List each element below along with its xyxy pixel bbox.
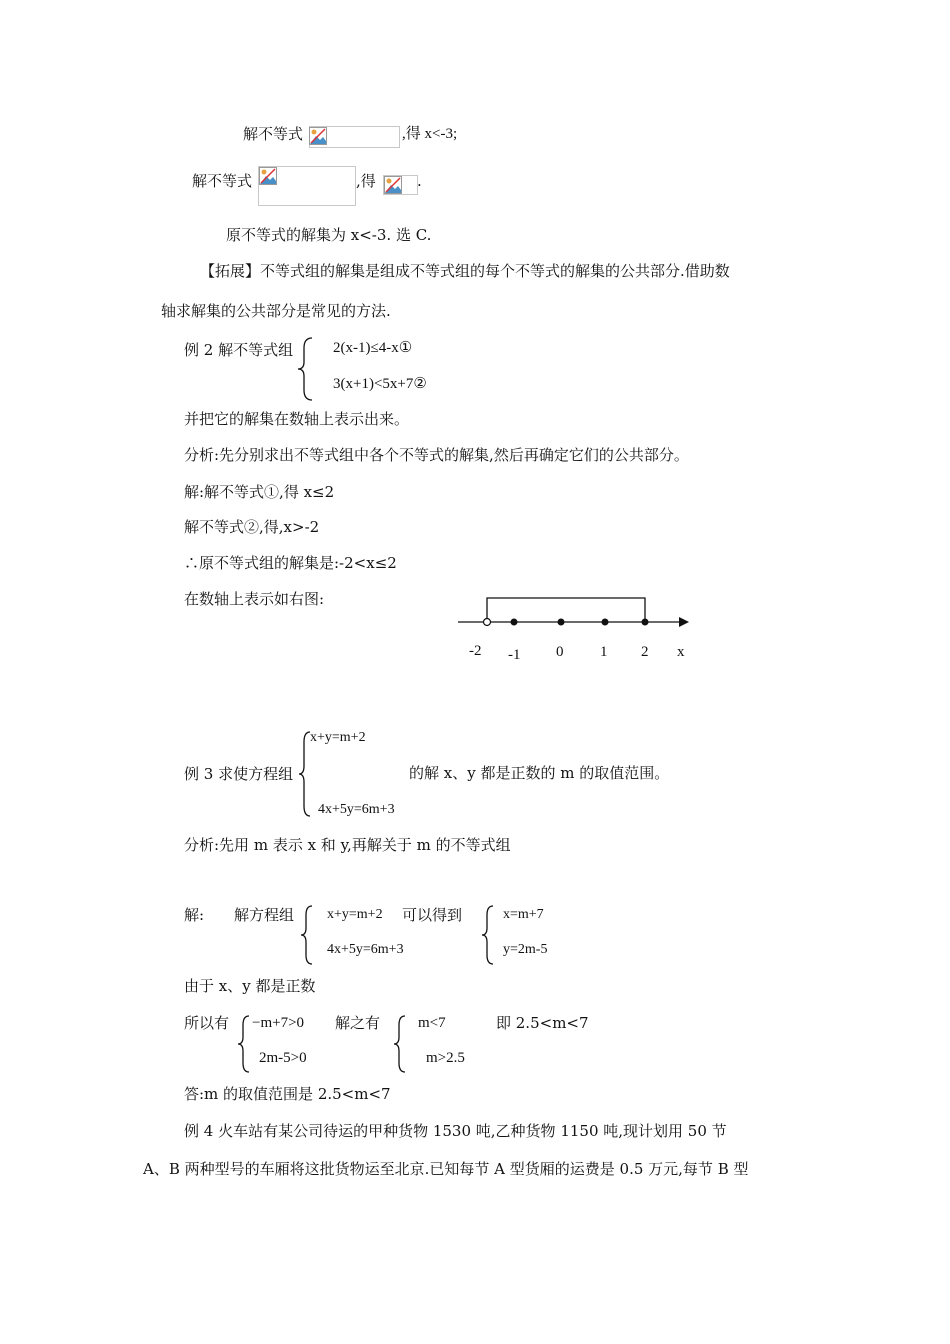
left-brace	[236, 1014, 252, 1074]
can-get-text: 可以得到	[402, 906, 463, 924]
range-result-text: 即 2.5<m<7	[496, 1014, 589, 1032]
inequality-1: 2(x-1)≤4-x①	[333, 340, 413, 356]
analysis-text: 分析:先分别求出不等式组中各个不等式的解集,然后再确定它们的公共部分。	[184, 446, 689, 464]
answer-text: 答:m 的取值范围是 2.5<m<7	[184, 1085, 391, 1103]
solution-label: 解:	[184, 906, 205, 924]
result-text: ,得 x<-3;	[402, 126, 458, 142]
tick-label-0: 0	[556, 644, 564, 660]
solve-text: 解之有	[335, 1014, 381, 1032]
broken-image-icon	[259, 167, 277, 185]
period-text: .	[417, 172, 422, 190]
left-brace	[299, 904, 315, 966]
broken-image-icon	[384, 176, 402, 194]
broken-image-icon	[309, 127, 327, 145]
number-line-diagram	[455, 590, 695, 635]
example-3-label: 例 3 求使方程组	[184, 765, 294, 783]
since-text: 由于 x、y 都是正数	[184, 977, 316, 995]
system-equation-2: 4x+5y=6m+3	[327, 942, 404, 957]
tick-label-1: 1	[600, 644, 608, 660]
tick-label-2: 2	[641, 644, 649, 660]
extension-paragraph-line-2: 轴求解集的公共部分是常见的方法.	[161, 302, 391, 320]
task-text: 并把它的解集在数轴上表示出来。	[184, 410, 410, 428]
solution-line-4: 在数轴上表示如右图:	[184, 590, 325, 608]
extension-paragraph-line-1: 【拓展】不等式组的解集是组成不等式组的每个不等式的解集的公共部分.借助数	[200, 262, 730, 280]
left-brace	[298, 730, 312, 818]
example-4-line-1: 例 4 火车站有某公司待运的甲种货物 1530 吨,乙种货物 1150 吨,现计划用 50 节	[184, 1122, 727, 1140]
axis-label-x: x	[677, 644, 685, 660]
result-equation-1: x=m+7	[503, 907, 544, 922]
example-2-label: 例 2 解不等式组	[184, 341, 294, 359]
condition-inequality-2: 2m-5>0	[259, 1050, 307, 1066]
solution-line-1: 解:解不等式①,得 x≤2	[184, 483, 335, 501]
solved-inequality-1: m<7	[418, 1015, 446, 1031]
result-equation-2: y=2m-5	[503, 942, 548, 957]
system-equation-1: x+y=m+2	[327, 907, 383, 922]
solve-inequality-label: 解不等式	[192, 172, 253, 190]
left-brace	[392, 1014, 408, 1074]
analysis-text: 分析:先用 m 表示 x 和 y,再解关于 m 的不等式组	[184, 836, 511, 854]
left-brace	[296, 336, 316, 402]
equation-2: 4x+5y=6m+3	[318, 802, 395, 817]
inequality-2: 3(x+1)<5x+7②	[333, 376, 427, 392]
solve-system-text: 解方程组	[234, 906, 295, 924]
example-4-line-2: A、B 两种型号的车厢将这批货物运至北京.已知每节 A 型货厢的运费是 0.5 万元,每节 B 型	[143, 1160, 749, 1178]
tick-label-neg1: -1	[508, 647, 521, 663]
solution-line-2: 解不等式②,得,x>-2	[184, 518, 320, 536]
solution-line-3: ∴原不等式组的解集是:-2<x≤2	[184, 554, 397, 572]
example-3-tail: 的解 x、y 都是正数的 m 的取值范围。	[409, 764, 670, 782]
solved-inequality-2: m>2.5	[426, 1050, 465, 1066]
equation-1: x+y=m+2	[310, 730, 366, 745]
condition-inequality-1: −m+7>0	[252, 1015, 305, 1031]
solve-inequality-label: 解不等式	[243, 125, 304, 143]
tick-label-neg2: -2	[469, 643, 482, 659]
result-text: ,得	[356, 172, 376, 190]
so-text: 所以有	[184, 1014, 230, 1032]
left-brace	[480, 904, 496, 966]
solution-set-text: 原不等式的解集为 x<-3. 选 C.	[226, 226, 432, 244]
